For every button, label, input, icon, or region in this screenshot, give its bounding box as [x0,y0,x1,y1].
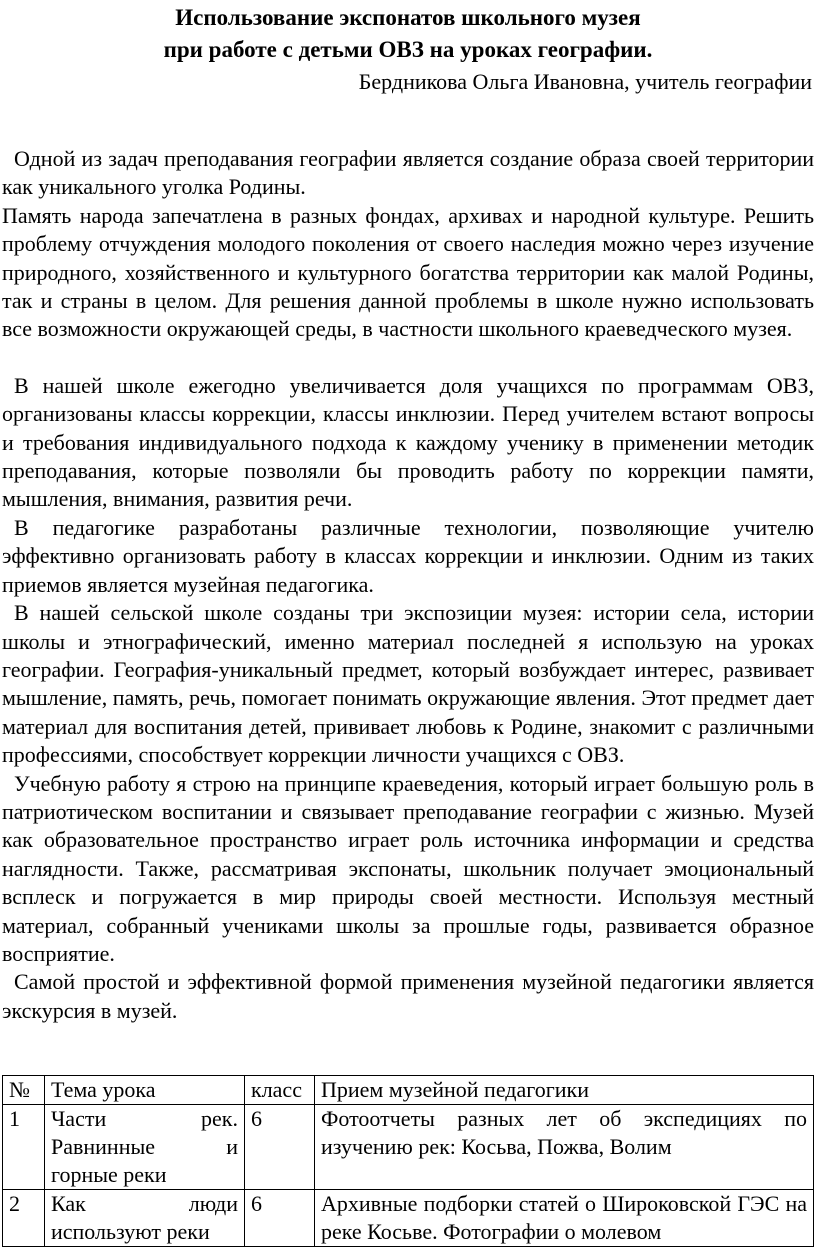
row-grade: 6 [245,1190,315,1247]
row-number: 1 [3,1105,45,1190]
document-title-line-2: при работе с детьми ОВЗ на уроках географии. [163,37,653,62]
paragraph: Самой простой и эффективной формой применения музейной педагогики является экскурсия в музей. [2,969,814,1023]
row-method: Фотоотчеты разных лет об экспедициях по изучению рек: Косьва, Пожва, Волим [315,1105,814,1190]
table-row [3,1190,814,1247]
article-body [2,145,814,1025]
lessons-table [2,1075,814,1247]
row-topic: Как люди используют реки [45,1190,245,1247]
paragraph: В нашей сельской школе созданы три экспозиции музея: истории села, истории школы и этнографический, именно материал последней я использую на уроках географии. География-уникальный предмет, который возбуждает интерес, развивает мышление, память, речь, помогает понимать окружающие явления. Этот предмет дает материал для воспитания детей, прививает любовь к Родине, знакомит с различными профессиями, способствует коррекции личности учащихся с ОВЗ. [2,600,814,768]
header-topic: Тема урока [45,1076,245,1105]
paragraph: В педагогике разработаны различные технологии, позволяющие учителю эффективно организовать работу в классах коррекции и инклюзии. Одним из таких приемов является музейная педагогика. [2,514,814,597]
paragraph: Память народа запечатлена в разных фондах, архивах и народной культуре. Решить проблему отчуждения молодого поколения от своего наследия можно через изучение природного, хозяйственного и культурного богатства территории как малой Родины, так и страны в целом. Для решения данной проблемы в школе нужно использовать все возможности окружающей среды, в частности школьного краеведческого музея. [2,202,814,342]
paragraph: В нашей школе ежегодно увеличивается доля учащихся по программам ОВЗ, организованы классы коррекции, классы инклюзии. Перед учителем встают вопросы и требования индивидуального подхода к каждому ученику в применении методик преподавания, которые позволяли бы проводить работу по коррекции памяти, мышления, внимания, развития речи. [2,372,814,512]
row-topic: Части рек. Равнинные и горные реки [45,1105,245,1190]
author-line: Бердникова Ольга Ивановна, учитель географии [358,69,812,94]
header-grade: класс [245,1076,315,1105]
table-row [3,1105,814,1190]
header-method: Прием музейной педагогики [315,1076,814,1105]
row-method: Архивные подборки статей о Широковской ГЭС на реке Косьве. Фотографии о молевом [315,1190,814,1247]
paragraph: Одной из задач преподавания географии является создание образа своей территории как уникального уголка Родины. [2,146,814,200]
document-title-line-1: Использование экспонатов школьного музея [175,5,641,30]
paragraph: Учебную работу я строю на принципе краеведения, который играет большую роль в патриотическом воспитании и связывает преподавание географии с жизнью. Музей как образовательное пространство играет роль источника информации и средства наглядности. Также, рассматривая экспонаты, школьник получает эмоциональный всплеск и погружается в мир природы своей местности. Используя местный материал, собранный учениками школы за прошлые годы, развивается образное восприятие. [2,770,814,966]
table-header-row [3,1076,814,1105]
header-number: № [3,1076,45,1105]
row-number: 2 [3,1190,45,1247]
row-grade: 6 [245,1105,315,1190]
